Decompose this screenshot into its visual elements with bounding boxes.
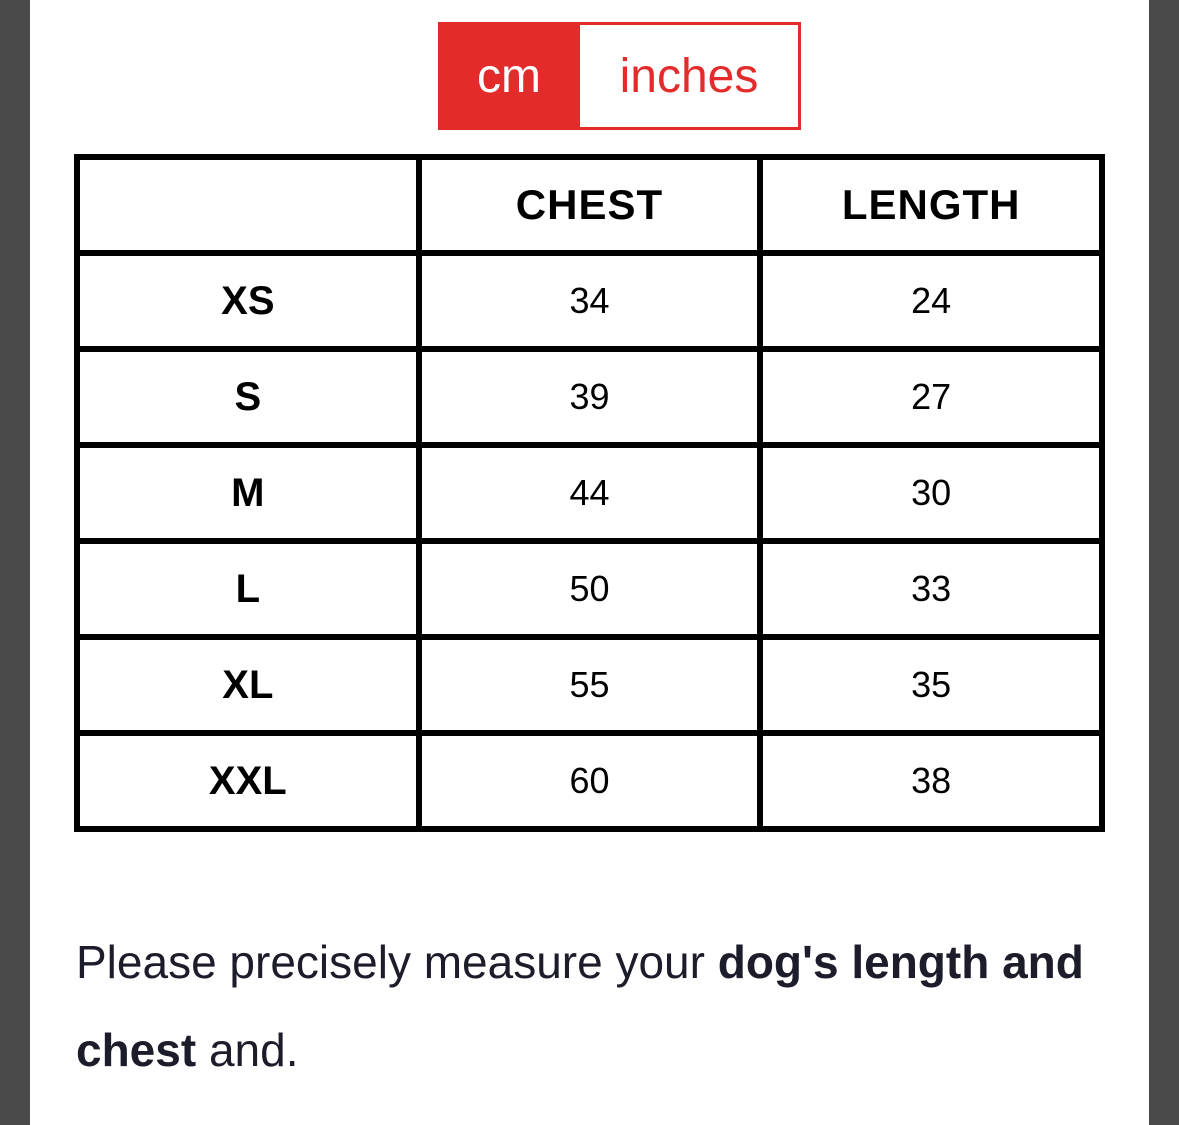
table-row <box>77 349 1102 445</box>
size-table <box>74 154 1105 832</box>
header-chest: CHEST <box>419 157 761 253</box>
length-value: 27 <box>760 349 1102 445</box>
size-label: M <box>77 445 419 541</box>
table-row <box>77 733 1102 829</box>
inches-button[interactable]: inches <box>580 22 801 130</box>
size-chart-panel <box>30 0 1149 1125</box>
chest-value: 39 <box>419 349 761 445</box>
chest-value: 60 <box>419 733 761 829</box>
cm-button[interactable]: cm <box>438 22 580 130</box>
note-bold-text: dog's length and chest <box>76 936 1084 1076</box>
length-value: 30 <box>760 445 1102 541</box>
length-value: 24 <box>760 253 1102 349</box>
header-length: LENGTH <box>760 157 1102 253</box>
table-row <box>77 253 1102 349</box>
note-text-end: and. <box>196 1024 299 1076</box>
table-header-row <box>77 157 1102 253</box>
length-value: 33 <box>760 541 1102 637</box>
size-label: L <box>77 541 419 637</box>
length-value: 38 <box>760 733 1102 829</box>
size-label: S <box>77 349 419 445</box>
table-row <box>77 541 1102 637</box>
chest-value: 34 <box>419 253 761 349</box>
header-size <box>77 157 419 253</box>
chest-value: 55 <box>419 637 761 733</box>
measure-note <box>76 918 1116 1094</box>
length-value: 35 <box>760 637 1102 733</box>
size-label: XXL <box>77 733 419 829</box>
size-label: XL <box>77 637 419 733</box>
size-label: XS <box>77 253 419 349</box>
chest-value: 50 <box>419 541 761 637</box>
chest-value: 44 <box>419 445 761 541</box>
table-row <box>77 637 1102 733</box>
note-text: Please precisely measure your <box>76 936 718 988</box>
unit-toggle <box>438 22 801 130</box>
table-row <box>77 445 1102 541</box>
